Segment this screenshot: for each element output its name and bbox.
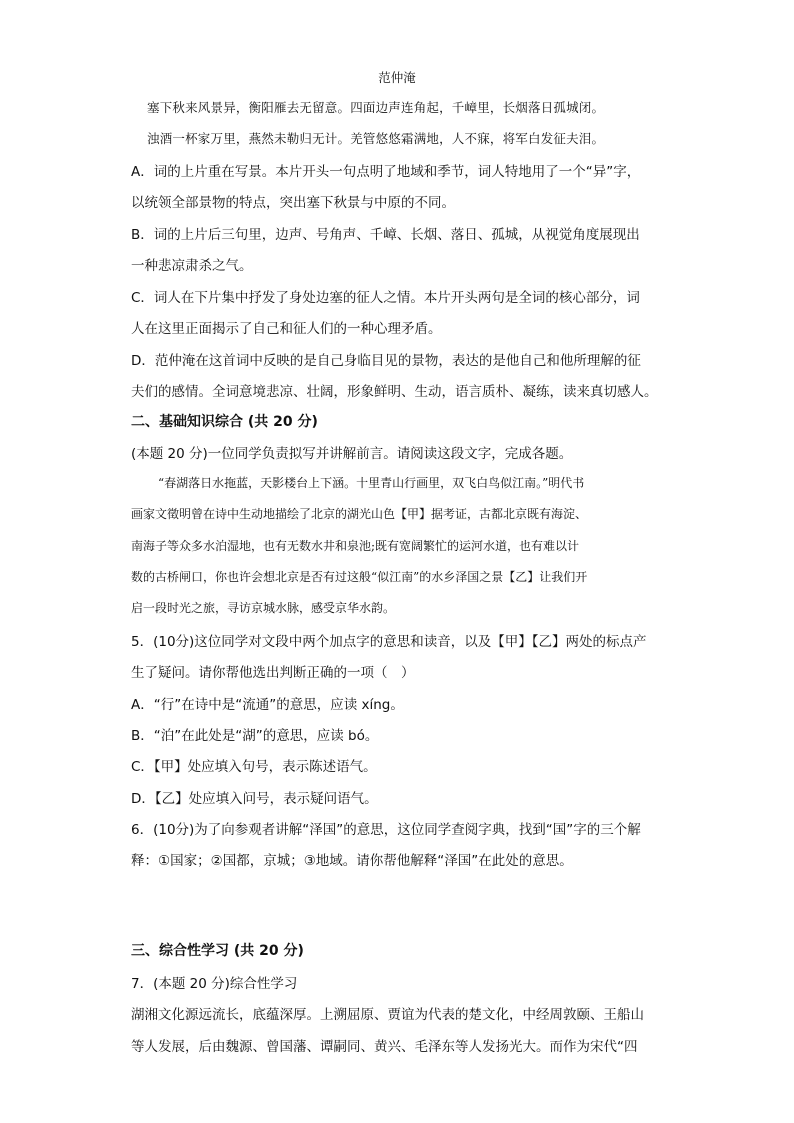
question-5-option-c: C．【甲】处应填入句号，表示陈述语气。 (131, 759, 377, 775)
section-2-heading: 二、基础知识综合 (共 20 分) (131, 414, 318, 430)
option-b-line-2: 一种悲凉肃杀之气。 (131, 258, 253, 274)
question-5-option-b: B．“泊”在此处是“湖”的意思，应读 bó。 (131, 728, 379, 744)
section-2-intro: (本题 20 分)一位同学负责拟写并讲解前言。请阅读这段文字，完成各题。 (131, 446, 573, 462)
question-5-line-2: 生了疑问。请你帮他选出判断正确的一项（ ） (131, 665, 415, 681)
option-a-line-1: A．词的上片重在写景。本片开头一句点明了地域和季节，词人特地用了一个“异”字， (131, 164, 641, 180)
option-d-line-2: 夫们的感情。全词意境悲凉、壮阔，形象鲜明、生动，语言质朴、凝练，读来真切感人。 (131, 384, 658, 400)
passage-line-1: “春湖落日水拖蓝，天影楼台上下涵。十里青山行画里，双飞白鸟似江南。”明代书 (158, 476, 585, 490)
question-5-option-d: D．【乙】处应填入问号，表示疑问语气。 (131, 791, 378, 807)
passage-line-3: 南海子等众多水泊湿地，也有无数水井和泉池;既有宽阔繁忙的运河水道，也有难以计 (131, 539, 580, 553)
option-c-line-1: C．词人在下片集中抒发了身处边塞的征人之情。本片开头两句是全词的核心部分，词 (131, 290, 640, 306)
question-6-line-1: 6．(10分)为了向参观者讲解“泽国”的意思，这位同学查阅字典，找到“国”字的三个解 (131, 822, 641, 838)
section-3-heading: 三、综合性学习 (共 20 分) (131, 943, 304, 959)
poem-line-1: 塞下秋来风景异，衡阳雁去无留意。四面边声连角起，千嶂里，长烟落日孤城闭。 (147, 100, 605, 115)
question-5-line-1: 5．(10分)这位同学对文段中两个加点字的意思和读音，以及【甲】【乙】两处的标点产 (131, 634, 647, 650)
question-5-option-a: A．“行”在诗中是“流通”的意思，应读 xíng。 (131, 697, 404, 713)
question-7-line-1: 湖湘文化源远流长，底蕴深厚。上溯屈原、贾谊为代表的楚文化，中经周敦颐、王船山 (131, 1007, 644, 1023)
option-d-line-1: D．范仲淹在这首词中反映的是自己身临目见的景物，表达的是他自己和他所理解的征 (131, 353, 641, 369)
poem-line-2: 浊酒一杯家万里，燕然未勒归无计。羌管悠悠霜满地，人不寐，将军白发征夫泪。 (147, 131, 605, 146)
passage-line-5: 启一段时光之旅，寻访京城水脉，感受京华水韵。 (131, 601, 396, 615)
option-a-line-2: 以统领全部景物的特点，突出塞下秋景与中原的不同。 (131, 195, 455, 211)
passage-line-2: 画家文徵明曾在诗中生动地描绘了北京的湖光山色【甲】据考证，古都北京既有海淀、 (131, 507, 588, 521)
option-c-line-2: 人在这里正面揭示了自己和征人们的一种心理矛盾。 (131, 321, 442, 337)
option-b-line-1: B．词的上片后三句里，边声、号角声、千嶂、长烟、落日、孤城，从视觉角度展现出 (131, 227, 640, 243)
question-7-title: 7．(本题 20 分)综合性学习 (131, 976, 298, 992)
question-7-line-2: 等人发展，后由魏源、曾国藩、谭嗣同、黄兴、毛泽东等人发扬光大。而作为宋代“四 (131, 1039, 638, 1055)
question-6-line-2: 释：①国家；②国都，京城；③地域。请你帮他解释“泽国”在此处的意思。 (131, 853, 573, 869)
poem-author: 范仲淹 (378, 70, 416, 85)
passage-line-4: 数的古桥闸口，你也许会想北京是否有过这般“似江南”的水乡泽国之景【乙】让我们开 (131, 570, 588, 584)
